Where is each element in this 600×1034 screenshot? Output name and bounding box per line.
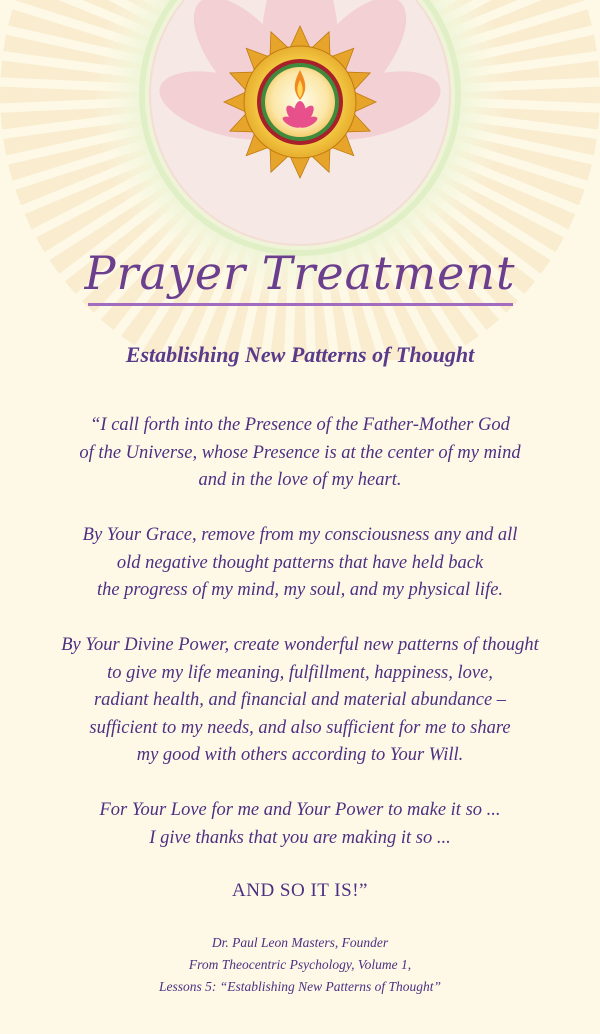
prayer-line: and in the love of my heart. [198, 470, 402, 490]
prayer-paragraph [10, 797, 590, 852]
prayer-line: the progress of my mind, my soul, and my physical life. [96, 580, 504, 600]
page-subtitle: Establishing New Patterns of Thought [125, 342, 475, 367]
prayer-line: of the Universe, whose Presence is at the center of my mind [79, 442, 521, 463]
credit-lesson: Lessons 5: “Establishing New Patterns of Thought” [158, 979, 442, 994]
prayer-paragraph [10, 412, 590, 495]
title-underline [88, 303, 513, 306]
lotus-flame-emblem-icon [220, 22, 380, 182]
prayer-paragraph [10, 632, 590, 770]
prayer-line: old negative thought patterns that have held back [116, 552, 484, 573]
prayer-line: to give my life meaning, fulfillment, happiness, love, [107, 662, 493, 683]
prayer-line: my good with others according to Your Will. [136, 745, 464, 765]
prayer-line: I give thanks that you are making it so ... [149, 827, 451, 848]
credit-author: Dr. Paul Leon Masters, Founder [211, 935, 389, 950]
prayer-line: radiant health, and financial and material abundance – [93, 690, 507, 710]
prayer-line: “I call forth into the Presence of the Father-Mother God [90, 415, 510, 435]
page-title: Prayer Treatment [84, 246, 516, 300]
prayer-text [10, 412, 590, 880]
prayer-line: For Your Love for me and Your Power to make it so ... [99, 800, 501, 820]
closing-affirmation: AND SO IT IS!” [232, 880, 368, 901]
prayer-paragraph [10, 522, 590, 605]
credit-source: From Theocentric Psychology, Volume 1, [188, 957, 412, 972]
prayer-line: By Your Divine Power, create wonderful new patterns of thought [61, 635, 539, 655]
prayer-line: sufficient to my needs, and also sufficient for me to share [89, 717, 511, 738]
prayer-line: By Your Grace, remove from my consciousness any and all [82, 525, 518, 545]
credits [0, 932, 600, 998]
